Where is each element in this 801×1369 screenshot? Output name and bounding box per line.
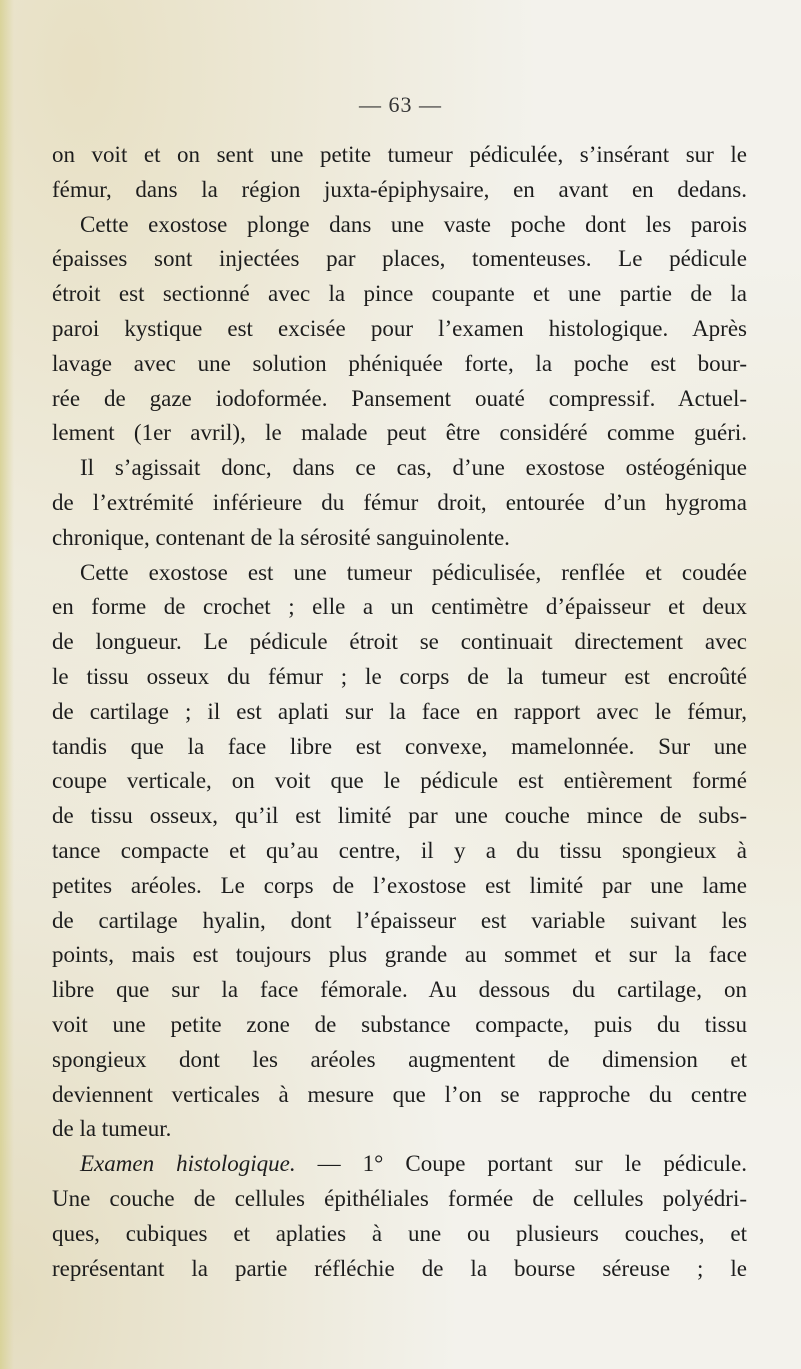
text-line: Cette exostose est une tumeur pédiculisée, renflée et coudée — [80, 559, 747, 585]
text-line: spongieux dont les aréoles augmentent de dimension et — [52, 1046, 747, 1072]
text-line: lavage avec une solution phéniquée forte, la poche est bour- — [52, 350, 747, 376]
text-line: petites aréoles. Le corps de l’exostose est limité par une lame — [52, 872, 747, 898]
text-line: on voit et on sent une petite tumeur pédiculée, s’insérant sur le — [52, 142, 747, 167]
text-line: voit une petite zone de substance compacte, puis du tissu — [52, 1011, 747, 1037]
text-line: Une couche de cellules épithéliales formée de cellules polyédri- — [52, 1185, 747, 1211]
text-line: fémur, dans la région juxta-épiphysaire, en avant en dedans. — [52, 176, 747, 202]
text-line: épaisses sont injectées par places, tomenteuses. Le pédicule — [52, 246, 747, 272]
text-line: tance compacte et qu’au centre, il y a du tissu spongieux à — [52, 837, 747, 863]
text-line: coupe verticale, on voit que le pédicule est entièrement formé — [52, 768, 747, 794]
text-line: de la tumeur. — [52, 1116, 172, 1142]
text-line: de cartilage hyalin, dont l’épaisseur est variable suivant les — [52, 907, 747, 933]
section-heading: Examen histologique. — [80, 1151, 296, 1177]
section-heading-line — [52, 1147, 747, 1182]
text-line: tandis que la face libre est convexe, mamelonnée. Sur une — [52, 733, 747, 759]
text-line: libre que sur la face fémorale. Au dessous du cartilage, on — [52, 977, 747, 1003]
text-line: chronique, contenant de la sérosité sanguinolente. — [52, 524, 510, 550]
text-line: deviennent verticales à mesure que l’on se rapproche du centre — [52, 1081, 747, 1107]
text-line: représentant la partie réfléchie de la bourse séreuse ; le — [52, 1255, 747, 1281]
page-number: — 63 — — [359, 92, 442, 117]
text-line: ques, cubiques et aplaties à une ou plusieurs couches, et — [52, 1220, 747, 1246]
heading-text: Coupe portant sur le pédicule. — [405, 1151, 748, 1177]
text-line: étroit est sectionné avec la pince coupante et une partie de la — [52, 281, 747, 307]
text-line: points, mais est toujours plus grande au sommet et sur la face — [52, 942, 747, 968]
text-line: rée de gaze iodoformée. Pansement ouaté compressif. Actuel- — [52, 385, 747, 411]
text-line: de longueur. Le pédicule étroit se continuait directement avec — [52, 629, 747, 655]
text-line: en forme de crochet ; elle a un centimètre d’épaisseur et deux — [52, 594, 747, 620]
text-line: Il s’agissait donc, dans ce cas, d’une exostose ostéogénique — [80, 455, 747, 481]
text-line: paroi kystique est excisée pour l’examen histologique. Après — [52, 315, 747, 341]
text-line: Cette exostose plonge dans une vaste poche dont les parois — [80, 211, 747, 237]
text-line: de l’extrémité inférieure du fémur droit, entourée d’un hygroma — [52, 489, 747, 515]
text-line: le tissu osseux du fémur ; le corps de la tumeur est encroûté — [52, 663, 747, 689]
text-line: de tissu osseux, qu’il est limité par une couche mince de subs- — [52, 803, 747, 829]
page-edge-stain — [0, 0, 14, 1369]
heading-separator: — 1° — [295, 1151, 406, 1177]
text-line: lement (1er avril), le malade peut être considéré comme guéri. — [52, 420, 747, 446]
body-text — [52, 138, 747, 1286]
text-line: de cartilage ; il est aplati sur la face en rapport avec le fémur, — [52, 698, 747, 724]
